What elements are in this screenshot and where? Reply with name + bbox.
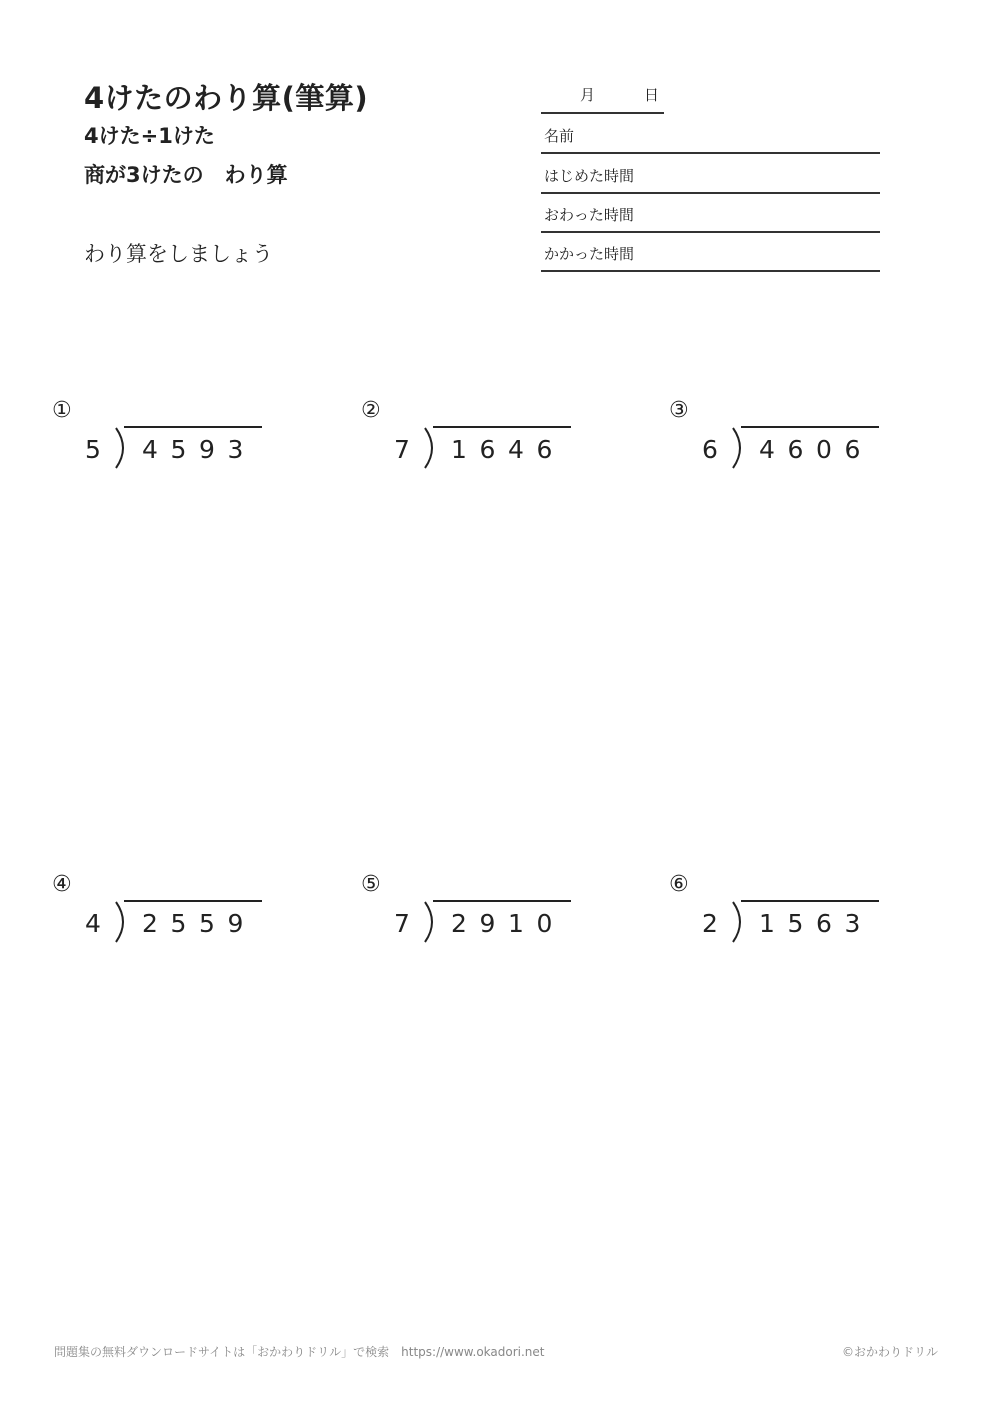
- divisor: 2: [702, 909, 718, 938]
- footer-site-text: 問題集の無料ダウンロードサイトは「おかわりドリル」で検索 https://www.okadori.net: [54, 1345, 545, 1359]
- start-time-field[interactable]: [541, 154, 880, 194]
- worksheet-subtitle: 4けた÷1けた: [84, 124, 215, 148]
- dividend: 1563: [759, 909, 874, 938]
- footer-copyright: ©おかわりドリル: [841, 1345, 938, 1359]
- elapsed-time-field[interactable]: [541, 232, 880, 272]
- division-problem-5[interactable]: [361, 872, 601, 952]
- dividend: 4606: [759, 435, 874, 464]
- problem-number: ④: [52, 872, 72, 897]
- problem-number: ⑤: [361, 872, 381, 897]
- divisor: 5: [85, 435, 101, 464]
- instruction-text: わり算をしましょう: [84, 242, 273, 266]
- division-problem-6[interactable]: [669, 872, 909, 952]
- division-bar: [433, 426, 571, 428]
- division-bar: [741, 426, 879, 428]
- problem-number: ①: [52, 398, 72, 423]
- division-bracket-icon: [727, 426, 751, 470]
- division-bracket-icon: [110, 426, 134, 470]
- end-time-label: おわった時間: [544, 206, 634, 224]
- problem-number: ⑥: [669, 872, 689, 897]
- divisor: 4: [85, 909, 101, 938]
- division-bar: [741, 900, 879, 902]
- worksheet-title: 4けたのわり算(筆算): [84, 81, 369, 115]
- month-label: 月: [580, 86, 596, 104]
- division-bracket-icon: [110, 900, 134, 944]
- divisor: 6: [702, 435, 718, 464]
- division-bracket-icon: [727, 900, 751, 944]
- problem-number: ②: [361, 398, 381, 423]
- division-bar: [124, 426, 262, 428]
- dividend: 2910: [451, 909, 566, 938]
- division-problem-3[interactable]: [669, 398, 909, 478]
- divisor: 7: [394, 435, 410, 464]
- end-time-field[interactable]: [541, 193, 880, 233]
- division-bar: [124, 900, 262, 902]
- division-bracket-icon: [419, 426, 443, 470]
- divisor: 7: [394, 909, 410, 938]
- date-field[interactable]: [541, 84, 664, 114]
- division-bracket-icon: [419, 900, 443, 944]
- problem-number: ③: [669, 398, 689, 423]
- name-label: 名前: [544, 127, 575, 145]
- division-problem-2[interactable]: [361, 398, 601, 478]
- name-field[interactable]: [541, 114, 880, 154]
- elapsed-time-label: かかった時間: [544, 245, 635, 263]
- start-time-label: はじめた時間: [544, 167, 635, 185]
- dividend: 1646: [451, 435, 566, 464]
- division-bar: [433, 900, 571, 902]
- day-label: 日: [644, 86, 660, 104]
- division-problem-4[interactable]: [52, 872, 292, 952]
- dividend: 2559: [142, 909, 257, 938]
- dividend: 4593: [142, 435, 257, 464]
- worksheet-subtitle-quotient: 商が3けたの わり算: [84, 163, 288, 187]
- division-problem-1[interactable]: [52, 398, 292, 478]
